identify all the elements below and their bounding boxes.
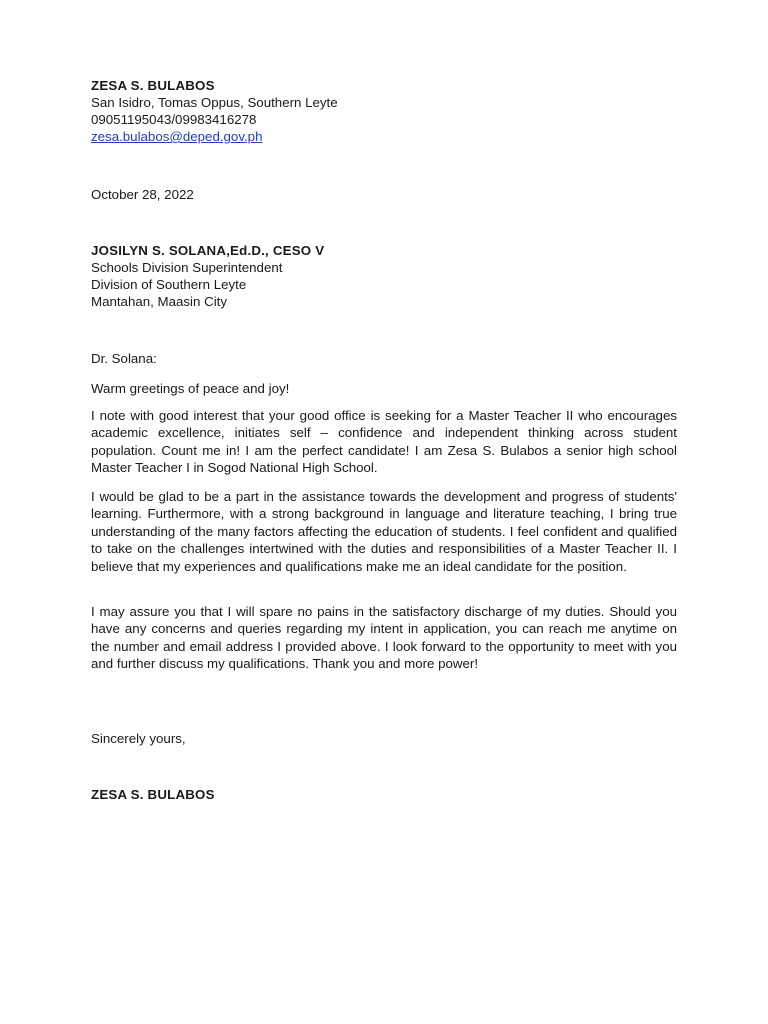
recipient-block bbox=[91, 242, 677, 310]
body-paragraph: I note with good interest that your good office is seeking for a Master Teacher II who encourages academic excellence, initiates self – confidence and independent thinking across student population. Count me in! I am the perfect candidate! I am Zesa S. Bulabos a senior high school Master Teacher I in Sogod National High School. bbox=[91, 408, 677, 476]
recipient-division: Division of Southern Leyte bbox=[91, 277, 247, 292]
recipient-address: Mantahan, Maasin City bbox=[91, 294, 227, 309]
sender-phone: 09051195043/09983416278 bbox=[91, 112, 257, 127]
closing-block bbox=[91, 730, 677, 747]
closing: Sincerely yours, bbox=[91, 731, 186, 746]
paragraph-1 bbox=[91, 407, 677, 477]
body-paragraph: I may assure you that I will spare no pains in the satisfactory discharge of my duties. Should you have any concerns and queries regarding my intent in application, you can reach me anytime on the number and email address I provided above. I look forward to the opportunity to meet with you and further discuss my qualifications. Thank you and more power! bbox=[91, 604, 677, 672]
sender-block bbox=[91, 77, 677, 145]
salutation-block bbox=[91, 350, 677, 367]
sender-email-link[interactable]: zesa.bulabos@deped.gov.ph bbox=[91, 129, 263, 144]
signature-name: ZESA S. BULABOS bbox=[91, 787, 215, 802]
signature-block bbox=[91, 786, 677, 803]
sender-address: San Isidro, Tomas Oppus, Southern Leyte bbox=[91, 95, 338, 110]
salutation: Dr. Solana: bbox=[91, 351, 157, 366]
date-block bbox=[91, 186, 677, 203]
recipient-title: Schools Division Superintendent bbox=[91, 260, 283, 275]
recipient-name: JOSILYN S. SOLANA,Ed.D., CESO V bbox=[91, 243, 325, 258]
greeting: Warm greetings of peace and joy! bbox=[91, 381, 290, 396]
sender-name: ZESA S. BULABOS bbox=[91, 78, 215, 93]
letter-date: October 28, 2022 bbox=[91, 187, 194, 202]
paragraph-2 bbox=[91, 488, 677, 575]
body-paragraph: I would be glad to be a part in the assistance towards the development and progress of students' learning. Furthermore, with a strong background in language and literature teaching, I bring true understanding of the many factors affecting the education of students. I feel confident and qualified to take on the challenges intertwined with the duties and responsibilities of a Master Teacher II. I believe that my experiences and qualifications make me an ideal candidate for the position. bbox=[91, 489, 677, 574]
greeting-block bbox=[91, 380, 677, 397]
paragraph-3 bbox=[91, 603, 677, 673]
